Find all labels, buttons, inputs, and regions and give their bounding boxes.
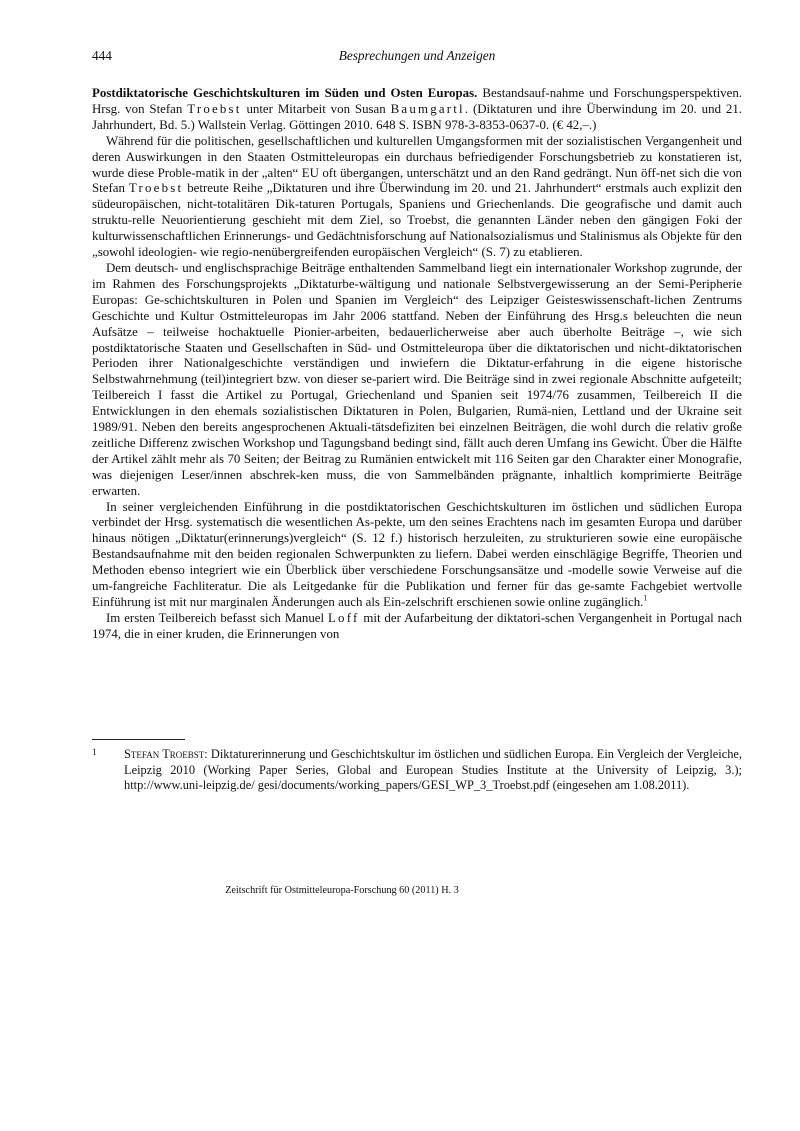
review-body: [92, 86, 742, 643]
running-title: Besprechungen und Anzeigen: [338, 48, 496, 63]
page-header: [92, 48, 742, 66]
citation-text-2: unter Mitarbeit von Susan: [241, 101, 391, 116]
citation-text-1: Bestandsauf-nahme und Forschungsperspektiven. Hrsg. von Stefan: [92, 86, 742, 116]
footnote-number: 1: [92, 747, 97, 757]
paragraph-4-text-a: Im ersten Teilbereich befasst sich Manuel: [106, 610, 328, 625]
review-title: Postdiktatorische Geschichtskulturen im Süden und Osten Europas.: [92, 86, 478, 100]
paragraph-1-name: Troebst: [128, 181, 184, 196]
footnote: [92, 747, 742, 794]
paragraph-2: Dem deutsch- und englischsprachige Beiträge enthaltenden Sammelband liegt ein internationaler Workshop zugrunde, der im Rahmen des Forschungsprojekts „Diktaturbe-wältigung und nationale Selbstvergewisserung an der Semi-Peripherie Europas: Ge-schichtskulturen in Polen und Spanien im Vergleich“ des Leipziger Geisteswissenschaft-lichen Zentrums Geschichte und Kultur Ostmitteleuropas im Jahr 2006 stattfand. Neben der Einführung des Hrsg.s beleuchten die neun Aufsätze – teilweise hochaktuelle Pionier-arbeiten, bedauerlicherweise aber auch überholte Beiträge –, wie sich postdiktatorische Staaten und Gesellschaften in Süd- und Ostmitteleuropa über die diktatorischen und nicht-diktatorischen Perioden ihrer Nationalgeschichte verständigen und inwiefern die Diktatur-erfahrung in die eigene historische Selbstwahrnehmung (teil)integriert bzw. von dieser se-pariert wird. Die Beiträge sind in zwei regionale Abschnitte aufgeteilt; Teilbereich I fasst die Artikel zu Portugal, Griechenland und Spanien seit 1974/76 zusammen, Teilbereich II die Entwicklungen in den ehemals sozialistischen Diktaturen in Polen, Bulgarien, Rumä-nien, Lettland und der Ukraine seit 1989/91. Neben den bereits angesprochenen Aktuali-tätsdefiziten bei einzelnen Beiträgen, die wohl durch die relativ große zeitliche Differenz zwischen Workshop und Tagungsband bedingt sind, fällt auch deren Umfang ins Gewicht. Über die Hälfte der Artikel zählt mehr als 70 Seiten; der Beitrag zu Rumänien entwickelt mit 116 Seiten gar den Charakter einer Monografie, was diejenigen Leser/innen abschrek-ken muss, die von Sammelbänden prägnante, inhaltlich komprimierte Beiträge erwarten.: [92, 260, 742, 498]
footnote-ref[interactable]: 1: [643, 593, 648, 603]
footnote-separator: [92, 739, 185, 740]
footnote-text: [124, 747, 742, 794]
editor-name: Troebst: [187, 101, 242, 116]
footnote-author: Stefan Troebst: [124, 747, 205, 761]
paragraph-4-name: Loff: [327, 610, 360, 625]
page-number: 444: [92, 48, 112, 63]
coeditor-name: Baumgartl: [390, 101, 465, 116]
footnote-body: : Diktaturerinnerung und Geschichtskultur im östlichen und südlichen Europa. Ein Vergleich der Vergleiche, Leipzig 2010 (Working Paper Series, Global and European Studies Institute at the University of Leipzig, 3.); http://www.uni-leipzig.de/ gesi/documents/working_papers/GESI_WP_3_Troebst.pdf (eingesehen am 1.08.2011).: [124, 747, 743, 793]
paragraph-4: [92, 611, 742, 643]
paragraph-1-text-b: betreute Reihe „Diktaturen und ihre Überwindung im 20. und 21. Jahrhundert“ erstmals auch explizit den südeuropäischen, nicht-totalitären Dik-taturen Portugals, Spaniens und Griechenlands. Die geografische und damit auch struktu-relle Neuorientierung geschieht mit dem Ziel, so Troebst, die genannten Länder neben den gängigen Foki der kulturwissenschaftlichen Erinnerungs- und Gedächtnisforschung auf Nationalsozialismus und Stalinismus als Objekte für den „sowohl ideologien- wie regio-nenübergreifenden europäischen Vergleich“ (S. 7) zu etablieren.: [92, 181, 742, 260]
paragraph-4-text-b: mit der Aufarbeitung der diktatori-schen Vergangenheit in Portugal nach 1974, die in einer kruden, die Erinnerungen von: [92, 610, 742, 641]
journal-footer: Zeitschrift für Ostmitteleuropa-Forschung 60 (2011) H. 3: [225, 885, 459, 896]
paragraph-1: [92, 134, 742, 261]
paragraph-1-text-a: Während für die politischen, gesellschaftlichen und kulturellen Umgangsformen mit der sozialistischen Vergangenheit und deren Auswirkungen in den Staaten Ostmitteleuropas ein durchaus befriedigender Forschungsbetrieb zu konstatieren ist, wurde diese Proble-matik in der „alten“ EU oft übergangen, unterschätzt und an den Rand gedrängt. Nun öff-net sich die von Stefan: [92, 133, 742, 196]
paragraph-3-text: In seiner vergleichenden Einführung in die postdiktatorischen Geschichtskulturen im östlichen und südlichen Europa verbindet der Hrsg. systematisch die wesentlichen As-pekte, um den seines Erachtens nach im gesamten Europa und darüber hinaus nötigen „Diktatur(erinnerungs)vergleich“ (S. 12 f.) historisch herzuleiten, zu strukturieren sowie eine europäische Bestandsaufnahme mit den beiden regionalen Schwerpunkten zu liefern. Dabei werden einschlägige Begriffe, Theorien und Methoden ebenso integriert wie ein Überblick über verschiedene Forschungsansätze und -modelle sowie Verweise auf die um-fangreiche Fachliteratur. Die als Leitgedanke für die Publikation und ferner für das ge-samte Fachgebiet wertvolle Einführung ist mit nur marginalen Änderungen auch als Ein-zelschrift erschienen sowie online zugänglich.: [92, 499, 742, 609]
citation-text-3: . (Diktaturen und ihre Überwindung im 20. und 21. Jahrhundert, Bd. 5.) Wallstein Verlag. Göttingen 2010. 648 S. ISBN 978-3-8353-0637-0. (€ 42,–.): [92, 101, 743, 132]
paragraph-3: [92, 500, 742, 611]
review-citation: [92, 86, 742, 134]
